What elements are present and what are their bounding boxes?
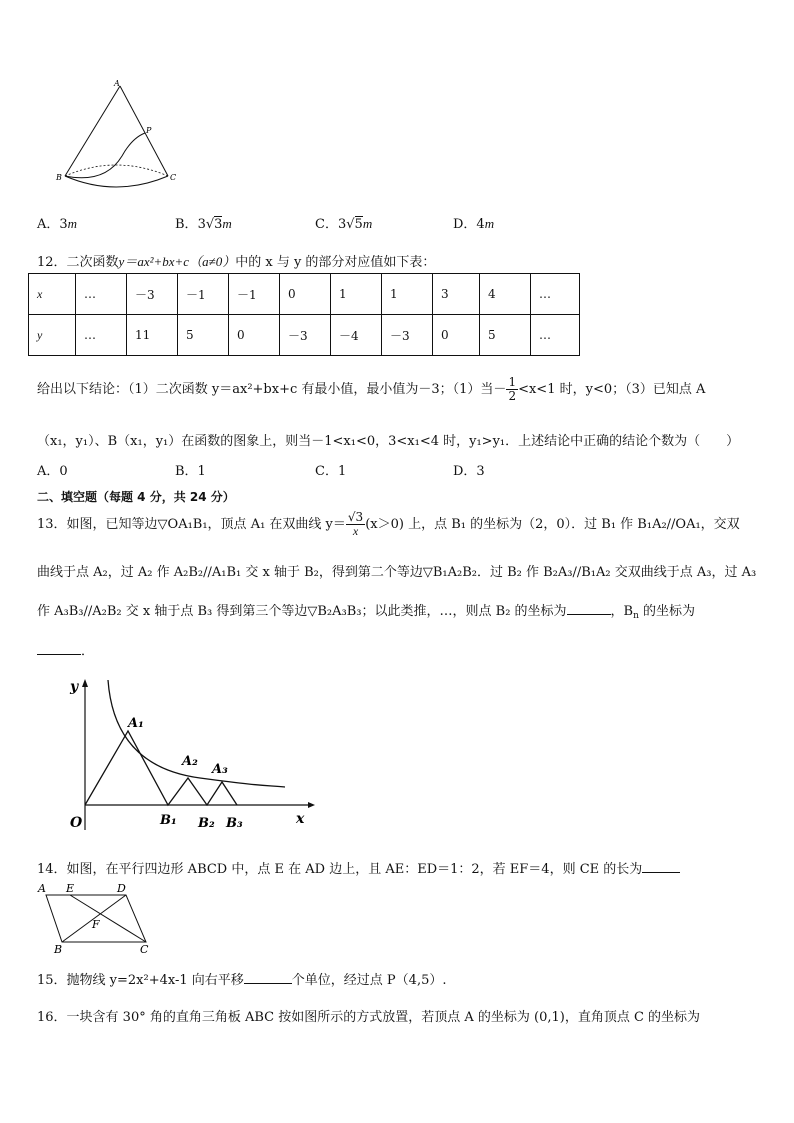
table-cell: 5 xyxy=(480,315,531,356)
q12-conclusion-line1 xyxy=(37,376,705,403)
graph-label-b1: B₁ xyxy=(160,813,177,828)
q12-option-c: C．1 xyxy=(315,464,347,479)
q13-line1-prefix: 13．如图，已知等边▽OA₁B₁，顶点 A₁ 在双曲线 y＝ xyxy=(37,517,346,532)
q11-option-c xyxy=(315,213,372,232)
cone-label-a: A xyxy=(114,79,120,88)
q12-conclusion-line2: （x₁，y₁）、B（x₁，y₁）在函数的图象上，则当－1<x₁<0，3<x₁<4 时，y₁>y₁．上述结论中正确的结论个数为（ ） xyxy=(37,434,740,449)
para-label-e: E xyxy=(66,882,75,895)
table-cell: 3 xyxy=(433,274,480,315)
table-cell: … xyxy=(76,274,127,315)
q13-line1-suffix: (x＞0) 上，点 B₁ 的坐标为（2，0）．过 B₁ 作 B₁A₂//OA₁，交双 xyxy=(365,517,740,532)
cone-label-b: B xyxy=(56,173,62,182)
q12-value-table xyxy=(28,273,580,356)
table-cell: －1 xyxy=(229,274,280,315)
q11-option-b-unit: m xyxy=(222,216,232,231)
fraction-sqrt3-over-x xyxy=(346,511,365,538)
q11-option-a-unit: m xyxy=(67,216,78,231)
q15-stem-prefix: 15．抛物线 y=2x²+4x-1 向右平移 xyxy=(37,973,244,988)
q13-line4 xyxy=(37,640,94,659)
q12-stem xyxy=(37,251,435,270)
q13-line3-mid: ，B xyxy=(610,604,634,619)
fraction-denominator: x xyxy=(352,524,359,538)
answer-blank[interactable] xyxy=(567,602,611,615)
answer-blank[interactable] xyxy=(37,642,81,655)
q13-subscript-n: n xyxy=(633,611,639,621)
sqrt-sign: √ xyxy=(346,217,355,232)
q15-stem-suffix: 个单位，经过点 P（4,5）. xyxy=(291,973,447,988)
q11-option-c-coef: 3 xyxy=(337,217,347,232)
graph-label-b3: B₃ xyxy=(226,816,243,831)
q12-stem-prefix: 12．二次函数 xyxy=(37,255,119,270)
q11-option-d xyxy=(453,213,494,232)
hyperbola-graph xyxy=(60,675,320,835)
para-label-b: B xyxy=(54,943,63,955)
cone-label-c: C xyxy=(170,173,177,182)
para-label-a: A xyxy=(38,882,46,895)
fraction-numerator: √3 xyxy=(347,510,364,524)
table-cell: －1 xyxy=(178,274,229,315)
table-cell: x xyxy=(29,274,76,315)
para-label-c: C xyxy=(140,943,149,955)
q11-option-d-unit: m xyxy=(484,216,495,231)
q11-option-c-text: C． xyxy=(315,217,338,232)
q11-option-b-text: B． xyxy=(175,217,198,232)
graph-label-a1: A₁ xyxy=(128,716,144,731)
q11-option-a-text: A．3 xyxy=(37,217,68,232)
q12-conclusion-part2: <x<1 时，y<0；（3）已知点 A xyxy=(518,382,706,397)
table-cell: －3 xyxy=(127,274,178,315)
q13-line2: 曲线于点 A₂，过 A₂ 作 A₂B₂//A₁B₁ 交 x 轴于 B₂，得到第二个等边▽B₁A₂B₂．过 B₂ 作 B₂A₃//B₁A₂ 交双曲线于点 A₃，过 A₃ xyxy=(37,565,757,580)
q12-conclusion-part1: 给出以下结论：（1）二次函数 y＝ax²+bx+c 有最小值，最小值为－3；（1）当－ xyxy=(37,382,507,397)
q12-option-d: D．3 xyxy=(453,464,485,479)
q16-text: 16．一块含有 30° 角的直角三角板 ABC 按如图所示的方式放置，若顶点 A 的坐标为 (0,1)，直角顶点 C 的坐标为 xyxy=(37,1010,701,1025)
cone-label-p: P xyxy=(146,126,152,135)
graph-label-o: O xyxy=(70,815,83,831)
answer-blank[interactable] xyxy=(244,971,292,984)
q13-line4-period: ． xyxy=(81,644,95,659)
fraction-numerator: 1 xyxy=(508,375,517,389)
q11-option-c-unit: m xyxy=(362,216,373,231)
table-cell: y xyxy=(29,315,76,356)
fraction-denominator: 2 xyxy=(508,389,517,403)
q11-option-c-radicand: 5 xyxy=(354,217,363,232)
table-cell: －4 xyxy=(331,315,382,356)
fraction-one-half xyxy=(506,376,518,403)
q14-stem: 14．如图，在平行四边形 ABCD 中，点 E 在 AD 边上，且 AE：ED＝1：2，若 EF＝4，则 CE 的长为 xyxy=(37,862,643,877)
graph-label-b2: B₂ xyxy=(198,816,215,831)
q11-option-a xyxy=(37,213,77,232)
q12-stem-suffix: 中的 x 与 y 的部分对应值如下表： xyxy=(235,255,436,270)
graph-label-x: x xyxy=(296,811,305,827)
graph-label-y: y xyxy=(70,679,79,695)
q14-text xyxy=(37,858,680,877)
table-cell: 11 xyxy=(127,315,178,356)
q12-option-b: B．1 xyxy=(175,464,206,479)
parallelogram-figure xyxy=(36,880,166,955)
table-row-y xyxy=(29,315,580,356)
table-cell: －3 xyxy=(280,315,331,356)
q13-line3 xyxy=(37,600,695,621)
graph-label-a2: A₂ xyxy=(182,754,198,769)
cone-figure xyxy=(50,76,185,196)
table-cell: … xyxy=(531,315,580,356)
q11-option-b-radicand: 3 xyxy=(214,217,223,232)
table-cell: 4 xyxy=(480,274,531,315)
table-row-x xyxy=(29,274,580,315)
q13-line1 xyxy=(37,511,740,538)
para-label-f: F xyxy=(92,918,100,931)
q11-option-d-text: D．4 xyxy=(453,217,485,232)
q11-option-b xyxy=(175,213,232,232)
table-cell: 5 xyxy=(178,315,229,356)
q12-option-a: A．0 xyxy=(37,464,68,479)
graph-label-a3: A₃ xyxy=(212,762,228,777)
q11-option-b-coef: 3 xyxy=(197,217,206,232)
table-cell: 1 xyxy=(331,274,382,315)
table-cell: 0 xyxy=(280,274,331,315)
section-title: 二、填空题（每题 4 分，共 24 分） xyxy=(37,490,235,504)
q13-line3-suffix: 的坐标为 xyxy=(638,604,696,619)
answer-blank[interactable] xyxy=(642,860,680,873)
q12-formula: y＝ax²+bx+c（a≠0） xyxy=(118,254,236,269)
table-cell: －3 xyxy=(382,315,433,356)
table-cell: 0 xyxy=(433,315,480,356)
table-cell: … xyxy=(531,274,580,315)
table-cell: 1 xyxy=(382,274,433,315)
table-cell: … xyxy=(76,315,127,356)
table-cell: 0 xyxy=(229,315,280,356)
q15-text xyxy=(37,969,446,988)
sqrt-sign: √ xyxy=(205,217,215,232)
para-label-d: D xyxy=(117,882,126,895)
q13-line3-prefix: 作 A₃B₃//A₂B₂ 交 x 轴于点 B₃ 得到第三个等边▽B₂A₃B₃；以此类推，…，则点 B₂ 的坐标为 xyxy=(37,604,567,619)
